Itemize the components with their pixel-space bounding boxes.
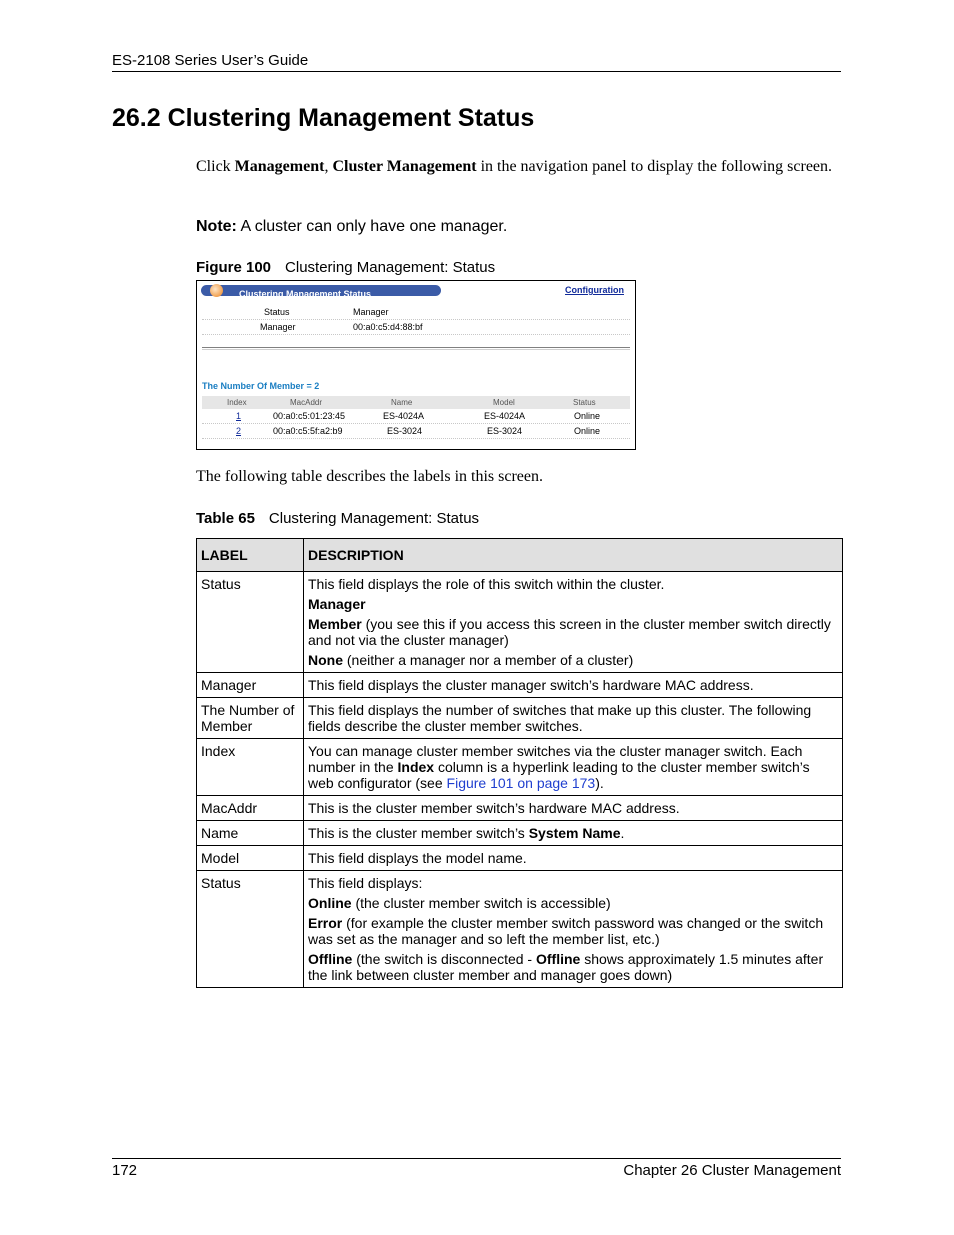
table-header-row [197, 539, 843, 572]
index-text-2: column is a hyperlink leading to the cluster member switch’s web configurator (see [308, 759, 810, 791]
index-link[interactable]: 1 [236, 411, 242, 421]
status-error [308, 915, 838, 947]
orb-icon [210, 284, 223, 297]
row-description [304, 821, 843, 846]
name-text-1: This is the cluster member switch’s [308, 825, 529, 841]
status-manager [308, 596, 838, 612]
index-text-1: You can manage cluster member switches via the cluster manager switch. Each number in the [308, 743, 803, 775]
table-row [197, 739, 843, 796]
status-cell: Online [574, 411, 601, 421]
row-label: MacAddr [197, 796, 304, 821]
row-label: Name [197, 821, 304, 846]
note-label: Note: [196, 218, 237, 235]
intro-management: Management [234, 158, 325, 175]
intro-comma: , [324, 158, 333, 175]
name-cell: ES-3024 [387, 426, 423, 436]
index-link[interactable]: 2 [236, 426, 242, 436]
table-row [197, 673, 843, 698]
table-intro-text: The following table describes the labels in this screen. [196, 468, 544, 485]
name-text-2: . [620, 825, 625, 841]
running-header: ES-2108 Series User’s Guide [112, 52, 309, 69]
name-term: System Name [528, 825, 621, 841]
table-row [197, 572, 843, 673]
row-description: This field displays the cluster manager switch’s hardware MAC address. [304, 673, 843, 698]
figure-screenshot [196, 280, 636, 450]
row-label: Model [197, 846, 304, 871]
figure-cross-reference-link[interactable]: Figure 101 on page 173 [446, 775, 596, 791]
info-label-status: Status [264, 307, 290, 317]
mac-cell: 00:a0:c5:01:23:45 [273, 411, 346, 421]
row-description [304, 739, 843, 796]
row-description [304, 572, 843, 673]
intro-rest: in the navigation panel to display the following screen. [476, 158, 833, 175]
intro-click: Click [196, 158, 235, 175]
configuration-link[interactable]: Configuration [565, 285, 624, 295]
row-description: This field displays the model name. [304, 846, 843, 871]
info-value-manager: 00:a0:c5:d4:88:bf [353, 322, 423, 332]
row-description: This field displays the number of switches that make up this cluster. The following fields describe the cluster member switches. [304, 698, 843, 739]
row-description: This is the cluster member switch’s hardware MAC address. [304, 796, 843, 821]
status-member-text: (you see this if you access this screen in the cluster member switch directly and not via the cluster manager) [308, 616, 831, 648]
figure-caption [196, 259, 495, 276]
status-online-term: Online [308, 895, 352, 911]
column-header-status: Status [573, 398, 596, 407]
footer-rule [112, 1158, 841, 1159]
index-text-3: ). [595, 775, 604, 791]
manager-info [202, 305, 630, 335]
table-row [197, 821, 843, 846]
column-header-model: Model [493, 398, 515, 407]
label-description-table [196, 538, 843, 988]
screen-title-bar [201, 285, 441, 299]
table-caption-text: Clustering Management: Status [268, 510, 480, 527]
figure-caption-text: Clustering Management: Status [285, 259, 496, 276]
status-member [308, 616, 838, 648]
info-label-manager: Manager [260, 322, 296, 332]
row-label: The Number of Member [197, 698, 304, 739]
table-row [202, 424, 630, 439]
status-offline [308, 951, 838, 983]
table-row [197, 846, 843, 871]
member-table [202, 396, 630, 439]
row-label: Manager [197, 673, 304, 698]
intro-paragraph [196, 157, 836, 177]
status-offline-text-1: (the switch is disconnected - [352, 951, 536, 967]
status-none-text: (neither a manager nor a member of a cluster) [343, 652, 634, 668]
model-cell: ES-4024A [484, 411, 526, 421]
note-text: A cluster can only have one manager. [236, 218, 508, 235]
status-online [308, 895, 838, 911]
status-none-term: None [308, 652, 343, 668]
status-line: This field displays: [308, 875, 423, 891]
table-row [197, 871, 843, 988]
info-row-status [202, 305, 630, 320]
status-error-term: Error [308, 915, 343, 931]
status-member-term: Member [308, 616, 362, 632]
figure-caption-label: Figure 100 [196, 259, 272, 276]
mac-cell: 00:a0:c5:5f:a2:b9 [273, 426, 343, 436]
status-cell: Online [574, 426, 601, 436]
status-error-text: (for example the cluster member switch password was changed or the switch was set as the manager and so left the member list, etc.) [308, 915, 824, 947]
note [196, 218, 507, 236]
column-header-index: Index [227, 398, 247, 407]
table-caption [196, 510, 479, 527]
column-header-name: Name [391, 398, 413, 407]
status-offline-term: Offline [308, 951, 353, 967]
info-value-status: Manager [353, 307, 389, 317]
status-offline-term-2: Offline [535, 951, 581, 967]
row-label: Status [197, 871, 304, 988]
intro-cluster-management: Cluster Management [332, 158, 477, 175]
table-caption-label: Table 65 [196, 510, 255, 527]
row-description [304, 871, 843, 988]
name-cell: ES-4024A [383, 411, 425, 421]
status-online-text: (the cluster member switch is accessible) [351, 895, 611, 911]
section-title: 26.2 Clustering Management Status [112, 104, 535, 132]
divider [202, 347, 630, 348]
column-header-macaddr: MacAddr [290, 398, 323, 407]
status-offline-text-2: shows approximately 1.5 minutes after the link between cluster member and manager goes down) [308, 951, 824, 983]
screen-title: Clustering Management Status [239, 289, 372, 299]
status-manager-term: Manager [308, 596, 366, 612]
index-term: Index [397, 759, 435, 775]
row-label: Index [197, 739, 304, 796]
info-row-manager [202, 320, 630, 335]
member-count: The Number Of Member = 2 [202, 381, 320, 391]
status-none [308, 652, 838, 668]
table-row [197, 698, 843, 739]
header-rule [112, 71, 841, 72]
model-cell: ES-3024 [487, 426, 523, 436]
header-description: DESCRIPTION [304, 539, 843, 572]
page-number: 172 [112, 1162, 138, 1179]
divider [202, 349, 630, 350]
table-row [202, 409, 630, 424]
row-label: Status [197, 572, 304, 673]
header-label: LABEL [197, 539, 304, 572]
chapter-title: Chapter 26 Cluster Management [623, 1162, 841, 1179]
status-line: This field displays the role of this switch within the cluster. [308, 576, 665, 592]
member-table-header [202, 396, 630, 409]
table-row [197, 796, 843, 821]
